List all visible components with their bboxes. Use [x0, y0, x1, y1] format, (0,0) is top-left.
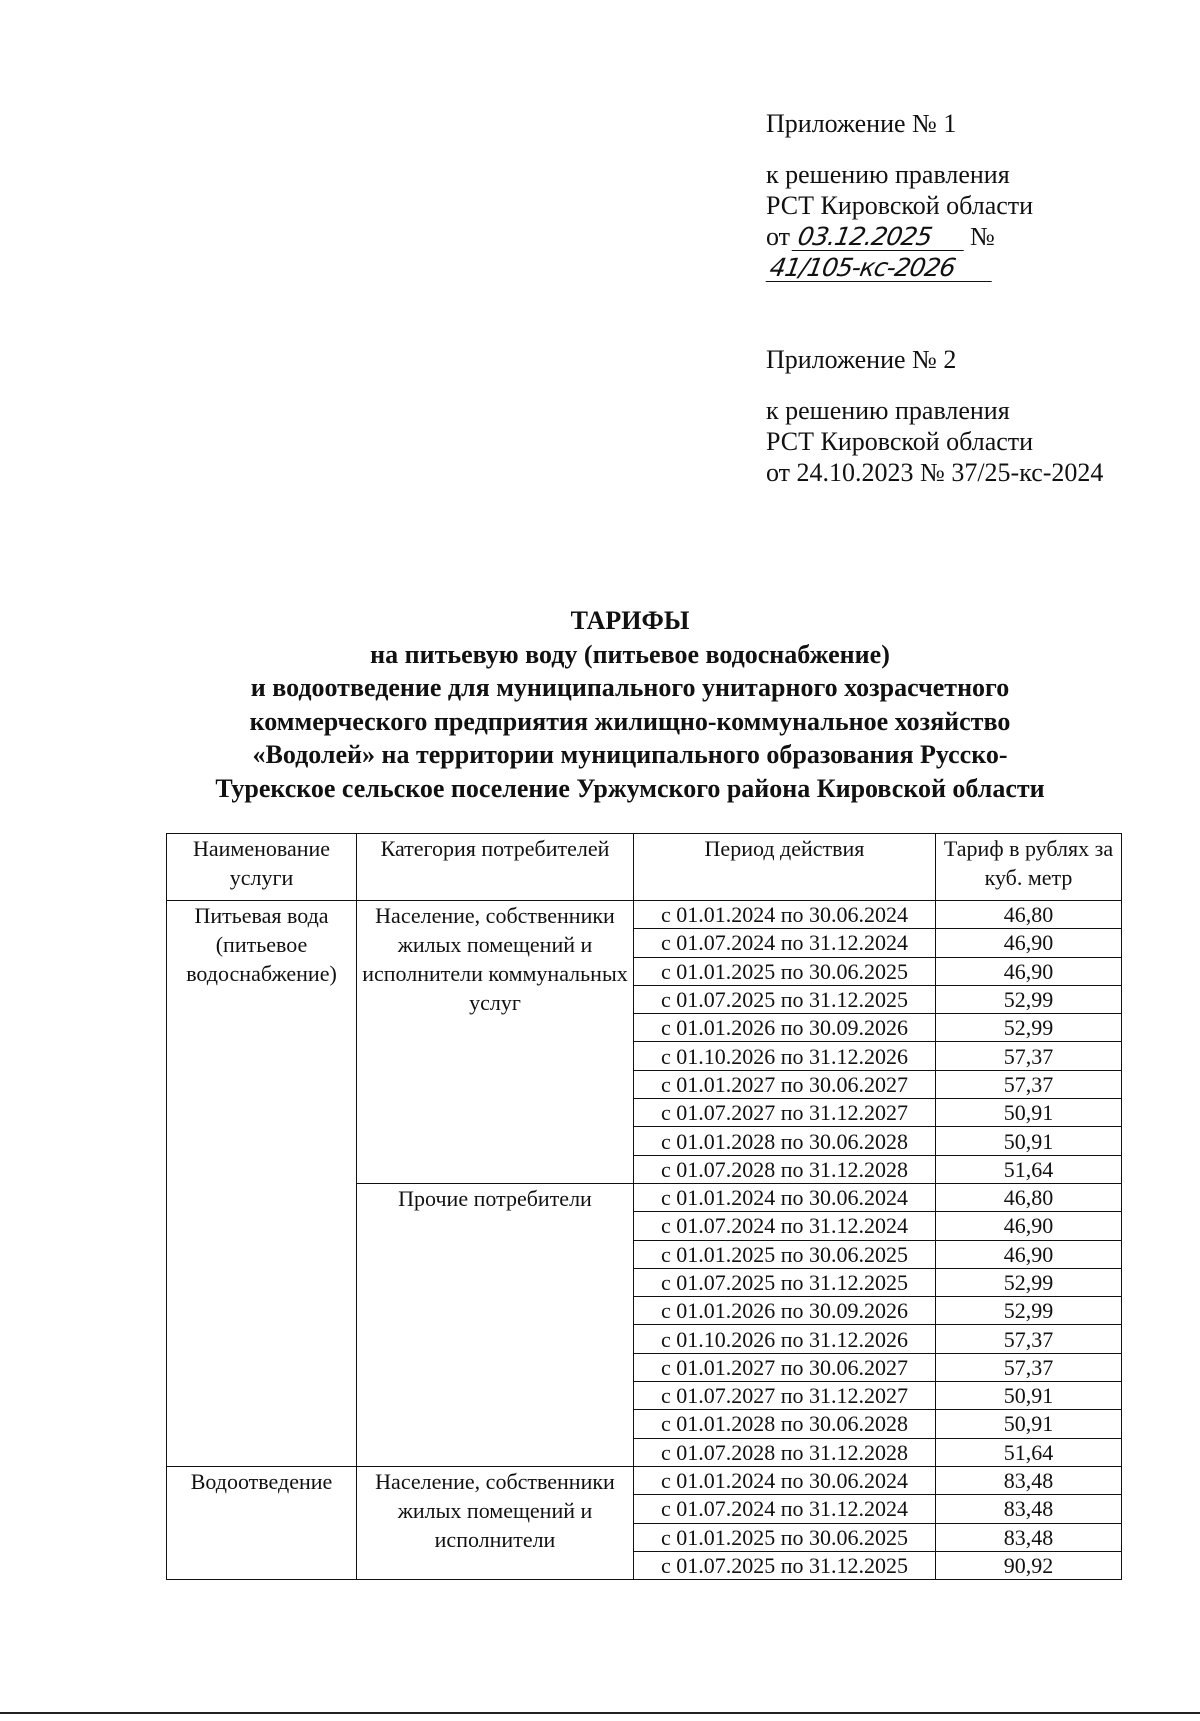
handwritten-number: 41/105-кс-2026 — [766, 255, 997, 282]
title-line-3: коммерческого предприятия жилищно-коммунальное хозяйство — [249, 706, 1011, 736]
tariff-cell: 46,80 — [936, 901, 1122, 929]
period-cell: с 01.01.2025 по 30.06.2025 — [634, 1523, 936, 1551]
category-cell: Население, собственники жилых помещений и исполнители — [357, 1466, 634, 1579]
date-prefix: от — [766, 222, 791, 251]
tariff-cell: 57,37 — [936, 1070, 1122, 1098]
tariff-cell: 52,99 — [936, 1297, 1122, 1325]
tariff-cell: 46,80 — [936, 1183, 1122, 1211]
category-cell: Население, собственники жилых помещений и исполнители коммунальных услуг — [357, 901, 634, 1184]
tariff-cell: 46,90 — [936, 1212, 1122, 1240]
table-header-row — [167, 834, 1122, 901]
title-line-2: и водоотведение для муниципального унитарного хозрасчетного — [250, 673, 1010, 702]
tariff-table-body — [167, 901, 1122, 1580]
period-cell: с 01.01.2025 по 30.06.2025 — [634, 1240, 936, 1268]
tariff-table — [166, 833, 1122, 1580]
tariff-cell: 52,99 — [936, 1014, 1122, 1042]
period-cell: с 01.01.2027 по 30.06.2027 — [634, 1070, 936, 1098]
tariff-cell: 57,37 — [936, 1325, 1122, 1353]
tariff-cell: 46,90 — [936, 957, 1122, 985]
header-service: Наименование услуги — [167, 834, 357, 901]
period-cell: с 01.01.2028 по 30.06.2028 — [634, 1410, 936, 1438]
appendix-2-line1: к решению правления — [766, 396, 1010, 425]
period-cell: с 01.01.2026 по 30.09.2026 — [634, 1297, 936, 1325]
period-cell: с 01.07.2025 по 31.12.2025 — [634, 985, 936, 1013]
title-line-5: Турекское сельское поселение Уржумского района Кировской области — [215, 773, 1045, 803]
appendix-2-block — [766, 344, 1103, 488]
tariff-cell: 50,91 — [936, 1410, 1122, 1438]
category-cell: Прочие потребители — [357, 1183, 634, 1466]
period-cell: с 01.07.2028 по 31.12.2028 — [634, 1155, 936, 1183]
header-category: Категория потребителей — [357, 834, 634, 901]
tariff-cell: 50,91 — [936, 1099, 1122, 1127]
table-row — [167, 1466, 1122, 1494]
period-cell: с 01.01.2024 по 30.06.2024 — [634, 1466, 936, 1494]
period-cell: с 01.01.2028 по 30.06.2028 — [634, 1127, 936, 1155]
number-prefix: № — [970, 222, 995, 251]
appendix-1-line3 — [766, 221, 1200, 283]
period-cell: с 01.01.2026 по 30.09.2026 — [634, 1014, 936, 1042]
tariff-cell: 51,64 — [936, 1438, 1122, 1466]
tariff-cell: 83,48 — [936, 1495, 1122, 1523]
period-cell: с 01.07.2025 по 31.12.2025 — [634, 1268, 936, 1296]
document-title — [150, 604, 1110, 805]
period-cell: с 01.07.2024 по 31.12.2024 — [634, 1495, 936, 1523]
header-period: Период действия — [634, 834, 936, 901]
handwritten-date: 03.12.2025 — [792, 224, 969, 251]
service-cell: Водоотведение — [167, 1466, 357, 1579]
tariff-cell: 57,37 — [936, 1353, 1122, 1381]
period-cell: с 01.07.2024 по 31.12.2024 — [634, 1212, 936, 1240]
period-cell: с 01.07.2028 по 31.12.2028 — [634, 1438, 936, 1466]
appendix-2-line2: РСТ Кировской области — [766, 427, 1034, 456]
appendix-1-line2: РСТ Кировской области — [766, 191, 1034, 220]
tariff-cell: 51,64 — [936, 1155, 1122, 1183]
title-heading: ТАРИФЫ — [570, 606, 690, 635]
period-cell: с 01.07.2024 по 31.12.2024 — [634, 929, 936, 957]
tariff-cell: 57,37 — [936, 1042, 1122, 1070]
bottom-scan-edge — [0, 1712, 1200, 1714]
appendix-2-title: Приложение № 2 — [766, 345, 957, 374]
period-cell: с 01.07.2027 по 31.12.2027 — [634, 1099, 936, 1127]
period-cell: с 01.01.2027 по 30.06.2027 — [634, 1353, 936, 1381]
tariff-cell: 83,48 — [936, 1466, 1122, 1494]
period-cell: с 01.07.2025 по 31.12.2025 — [634, 1551, 936, 1579]
tariff-cell: 90,92 — [936, 1551, 1122, 1579]
tariff-cell: 50,91 — [936, 1382, 1122, 1410]
header-tariff: Тариф в рублях за куб. метр — [936, 834, 1122, 901]
period-cell: с 01.01.2024 по 30.06.2024 — [634, 901, 936, 929]
appendix-1-block — [766, 108, 1200, 283]
title-line-1: на питьевую воду (питьевое водоснабжение) — [370, 639, 890, 669]
tariff-cell: 52,99 — [936, 985, 1122, 1013]
tariff-cell: 50,91 — [936, 1127, 1122, 1155]
tariff-cell: 46,90 — [936, 929, 1122, 957]
tariff-cell: 46,90 — [936, 1240, 1122, 1268]
table-row — [167, 901, 1122, 929]
appendix-2-line3: от 24.10.2023 № 37/25-кс-2024 — [766, 458, 1104, 487]
period-cell: с 01.01.2024 по 30.06.2024 — [634, 1183, 936, 1211]
period-cell: с 01.01.2025 по 30.06.2025 — [634, 957, 936, 985]
title-line-4: «Водолей» на территории муниципального образования Русско- — [252, 740, 1008, 769]
period-cell: с 01.10.2026 по 31.12.2026 — [634, 1042, 936, 1070]
appendix-1-line1: к решению правления — [766, 160, 1010, 189]
appendix-1-title: Приложение № 1 — [766, 109, 957, 138]
period-cell: с 01.10.2026 по 31.12.2026 — [634, 1325, 936, 1353]
service-cell: Питьевая вода (питьевое водоснабжение) — [167, 901, 357, 1467]
tariff-cell: 83,48 — [936, 1523, 1122, 1551]
period-cell: с 01.07.2027 по 31.12.2027 — [634, 1382, 936, 1410]
tariff-cell: 52,99 — [936, 1268, 1122, 1296]
